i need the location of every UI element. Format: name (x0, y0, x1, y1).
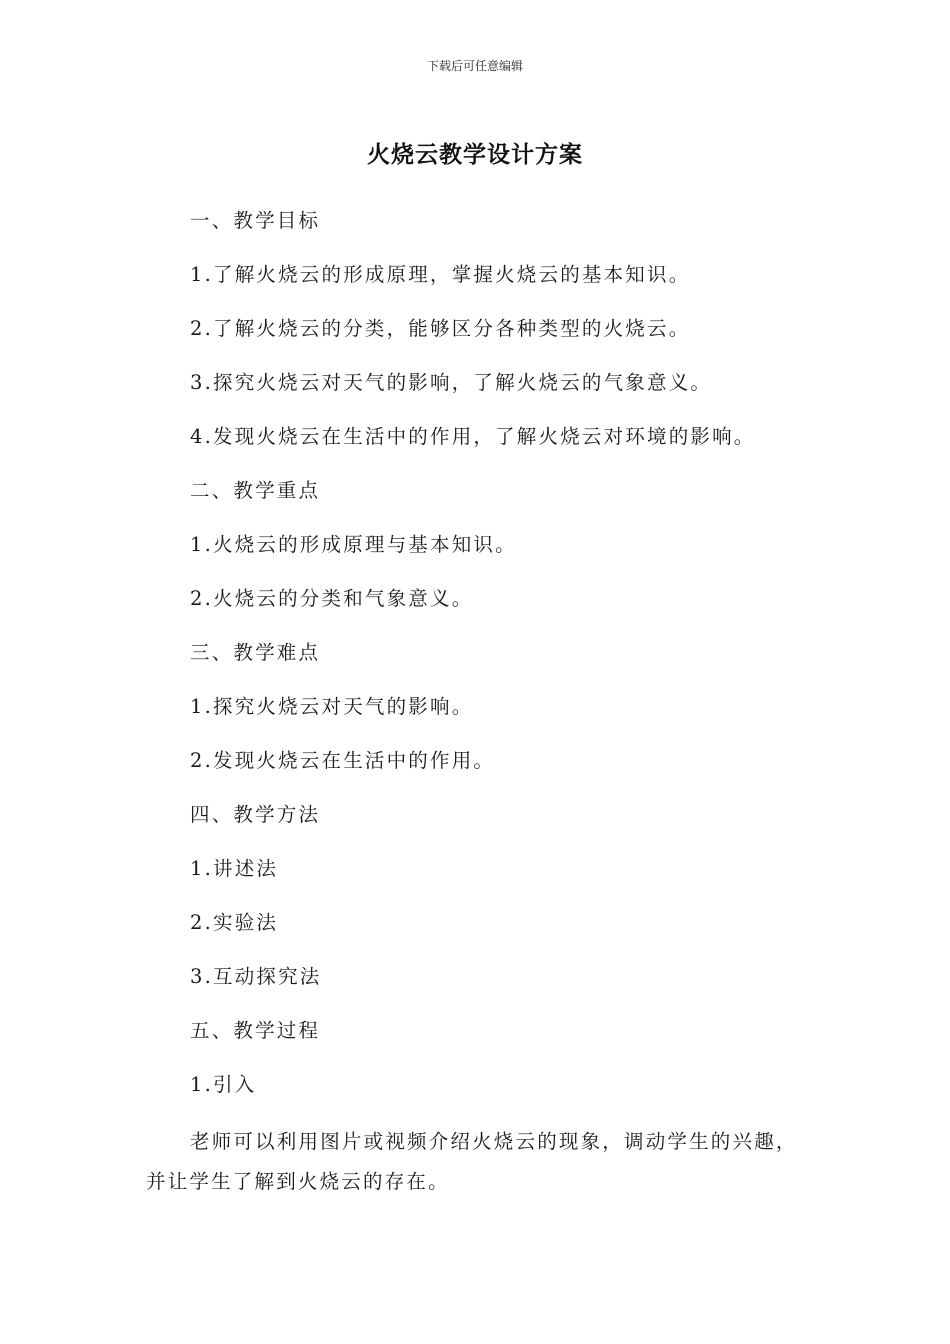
objective-item: 2.了解火烧云的分类，能够区分各种类型的火烧云。 (190, 317, 691, 340)
section-heading-methods: 四、教学方法 (190, 803, 321, 826)
process-paragraph: 老师可以利用图片或视频介绍火烧云的现象，调动学生的兴趣，并让学生了解到火烧云的存在。 (146, 1130, 798, 1193)
key-point-item: 1.火烧云的形成原理与基本知识。 (190, 533, 517, 556)
key-point-item: 2.火烧云的分类和气象意义。 (190, 587, 474, 610)
method-item: 3.互动探究法 (190, 965, 322, 988)
section-heading-key-points: 二、教学重点 (190, 479, 321, 502)
section-heading-difficulties: 三、教学难点 (190, 641, 321, 664)
difficulty-item: 2.发现火烧云在生活中的作用。 (190, 749, 496, 772)
document-title: 火烧云教学设计方案 (367, 142, 583, 168)
process-step: 1.引入 (190, 1073, 257, 1096)
section-heading-process: 五、教学过程 (190, 1019, 321, 1042)
objective-item: 3.探究火烧云对天气的影响，了解火烧云的气象意义。 (190, 371, 713, 394)
method-item: 1.讲述法 (190, 857, 279, 880)
objective-item: 1.了解火烧云的形成原理，掌握火烧云的基本知识。 (190, 263, 691, 286)
difficulty-item: 1.探究火烧云对天气的影响。 (190, 695, 474, 718)
objective-item: 4.发现火烧云在生活中的作用，了解火烧云对环境的影响。 (190, 425, 756, 448)
method-item: 2.实验法 (190, 911, 279, 934)
document-body (146, 204, 812, 1202)
section-heading-objectives: 一、教学目标 (190, 209, 321, 232)
header-note: 下载后可任意编辑 (426, 59, 523, 73)
